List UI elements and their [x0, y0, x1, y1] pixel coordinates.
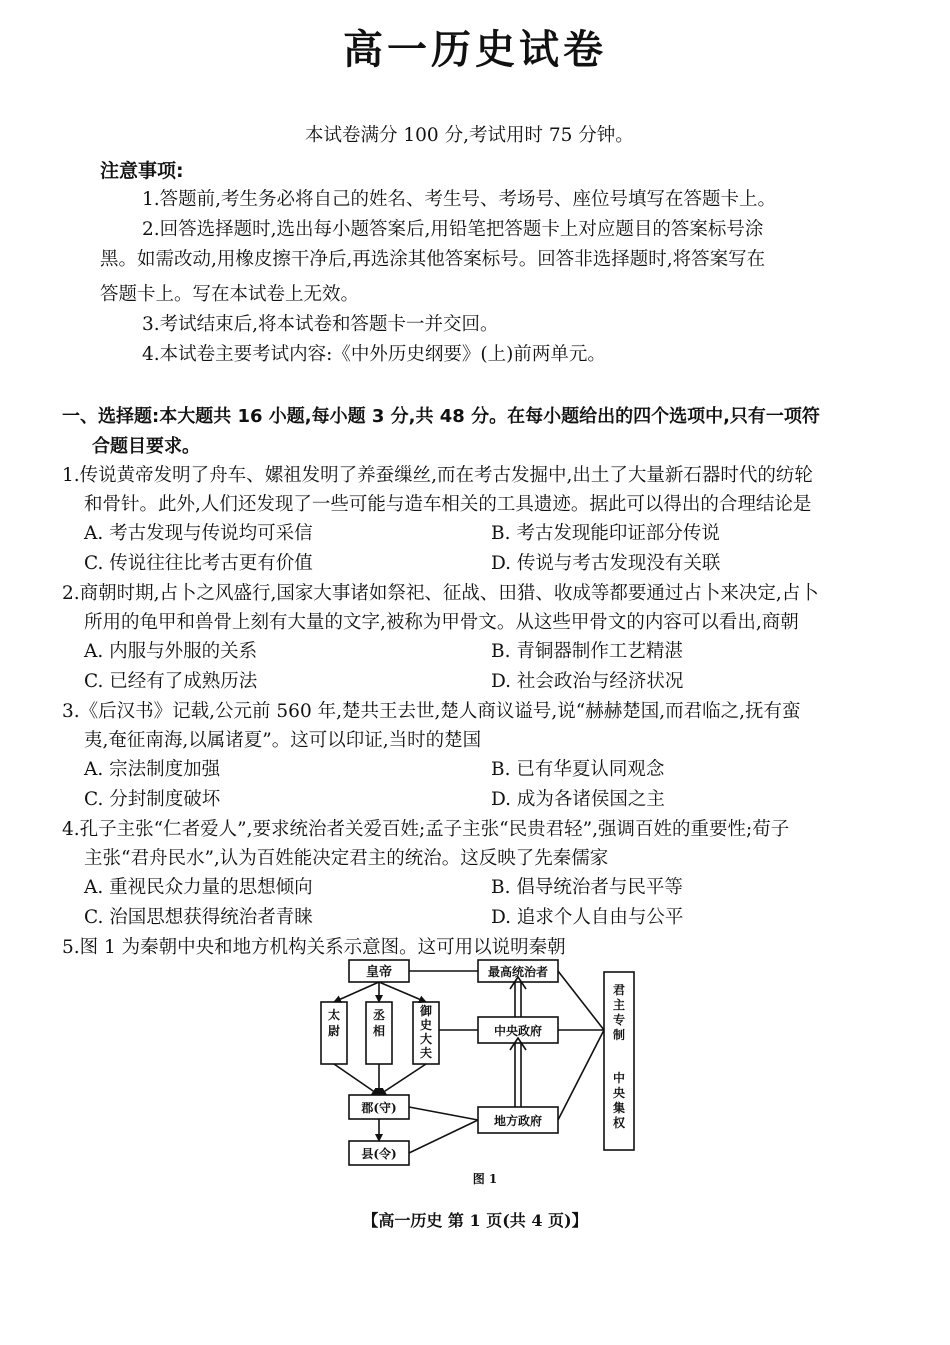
label-county: 县(令)	[361, 1147, 397, 1161]
question-4-stem-cont: 主张“君舟民水”,认为百姓能决定君主的统治。这反映了先秦儒家	[84, 848, 609, 869]
notice-line: 3.考试结束后,将本试卷和答题卡一并交回。	[142, 314, 499, 335]
question-3-option-b: B. 已有华夏认同观念	[491, 759, 665, 780]
question-3-stem-cont: 夷,奄征南海,以属诸夏”。这可以印证,当时的楚国	[84, 730, 482, 751]
label-emperor: 皇帝	[365, 965, 393, 980]
question-2-option-b: B. 青铜器制作工艺精湛	[491, 641, 683, 662]
question-2-stem: 2.商朝时期,占卜之风盛行,国家大事诸如祭祀、征战、田猎、收成等都要通过占卜来决定,占卜	[62, 583, 819, 604]
label-autocracy: 君主专制	[612, 983, 626, 1042]
question-3-option-a: A. 宗法制度加强	[84, 759, 221, 780]
figure-1-diagram	[0, 957, 950, 1187]
label-central-gov: 中央政府	[493, 1024, 543, 1038]
page-title: 高一历史试卷	[343, 27, 607, 73]
question-2-option-c: C. 已经有了成熟历法	[84, 671, 258, 692]
page-footer: 【高一历史 第 1 页(共 4 页)】	[362, 1211, 588, 1230]
question-1-option-c: C. 传说往往比考古更有价值	[84, 553, 313, 574]
question-3-option-c: C. 分封制度破坏	[84, 789, 221, 810]
question-2-option-d: D. 社会政治与经济状况	[491, 671, 684, 692]
question-2-option-a: A. 内服与外服的关系	[84, 641, 258, 662]
section-heading: 一、选择题:本大题共 16 小题,每小题 3 分,共 48 分。在每小题给出的四个选项中,只有一项符	[62, 406, 820, 427]
label-commandery: 郡(守)	[361, 1101, 397, 1115]
question-2-stem-cont: 所用的龟甲和兽骨上刻有大量的文字,被称为甲骨文。从这些甲骨文的内容可以看出,商朝	[84, 612, 799, 633]
figure-caption: 图 1	[472, 1172, 498, 1186]
notice-line: 2.回答选择题时,选出每小题答案后,用铅笔把答题卡上对应题目的答案标号涂	[142, 219, 764, 240]
section-heading-cont: 合题目要求。	[92, 436, 200, 457]
question-3-stem: 3.《后汉书》记载,公元前 560 年,楚共王去世,楚人商议谥号,说“赫赫楚国,而君临之,抚有蛮	[62, 701, 801, 722]
question-1-stem: 1.传说黄帝发明了舟车、嫘祖发明了养蚕缫丝,而在考古发掘中,出土了大量新石器时代的纺轮	[62, 465, 813, 486]
question-5-stem: 5.图 1 为秦朝中央和地方机构关系示意图。这可用以说明秦朝	[62, 937, 566, 958]
label-centralization: 中央集权	[612, 1071, 626, 1130]
question-4-option-a: A. 重视民众力量的思想倾向	[84, 877, 313, 898]
question-1-option-d: D. 传说与考古发现没有关联	[491, 553, 721, 574]
label-supreme: 最高统治者	[487, 965, 549, 979]
notice-line: 1.答题前,考生务必将自己的姓名、考生号、考场号、座位号填写在答题卡上。	[142, 189, 777, 210]
question-4-stem: 4.孔子主张“仁者爱人”,要求统治者关爱百姓;孟子主张“民贵君轻”,强调百姓的重要性;荀子	[62, 819, 790, 840]
question-4-option-b: B. 倡导统治者与民平等	[491, 877, 683, 898]
question-1-option-b: B. 考古发现能印证部分传说	[491, 523, 720, 544]
notice-line: 答题卡上。写在本试卷上无效。	[100, 284, 360, 305]
notice-heading: 注意事项:	[100, 160, 184, 182]
question-4-option-d: D. 追求个人自由与公平	[491, 907, 684, 928]
question-1-option-a: A. 考古发现与传说均可采信	[84, 523, 313, 544]
label-taiwei: 太尉	[327, 1008, 341, 1038]
label-yushi: 御史大夫	[419, 1004, 433, 1060]
label-local-gov: 地方政府	[493, 1114, 543, 1128]
question-1-stem-cont: 和骨针。此外,人们还发现了一些可能与造车相关的工具遗迹。据此可以得出的合理结论是	[84, 494, 812, 515]
notice-line: 黑。如需改动,用橡皮擦干净后,再选涂其他答案标号。回答非选择题时,将答案写在	[100, 249, 766, 270]
notice-line: 4.本试卷主要考试内容:《中外历史纲要》(上)前两单元。	[142, 344, 606, 365]
question-4-option-c: C. 治国思想获得统治者青睐	[84, 907, 313, 928]
label-chengxiang: 丞相	[372, 1008, 386, 1038]
exam-info: 本试卷满分 100 分,考试用时 75 分钟。	[305, 125, 634, 146]
question-3-option-d: D. 成为各诸侯国之主	[491, 789, 665, 810]
